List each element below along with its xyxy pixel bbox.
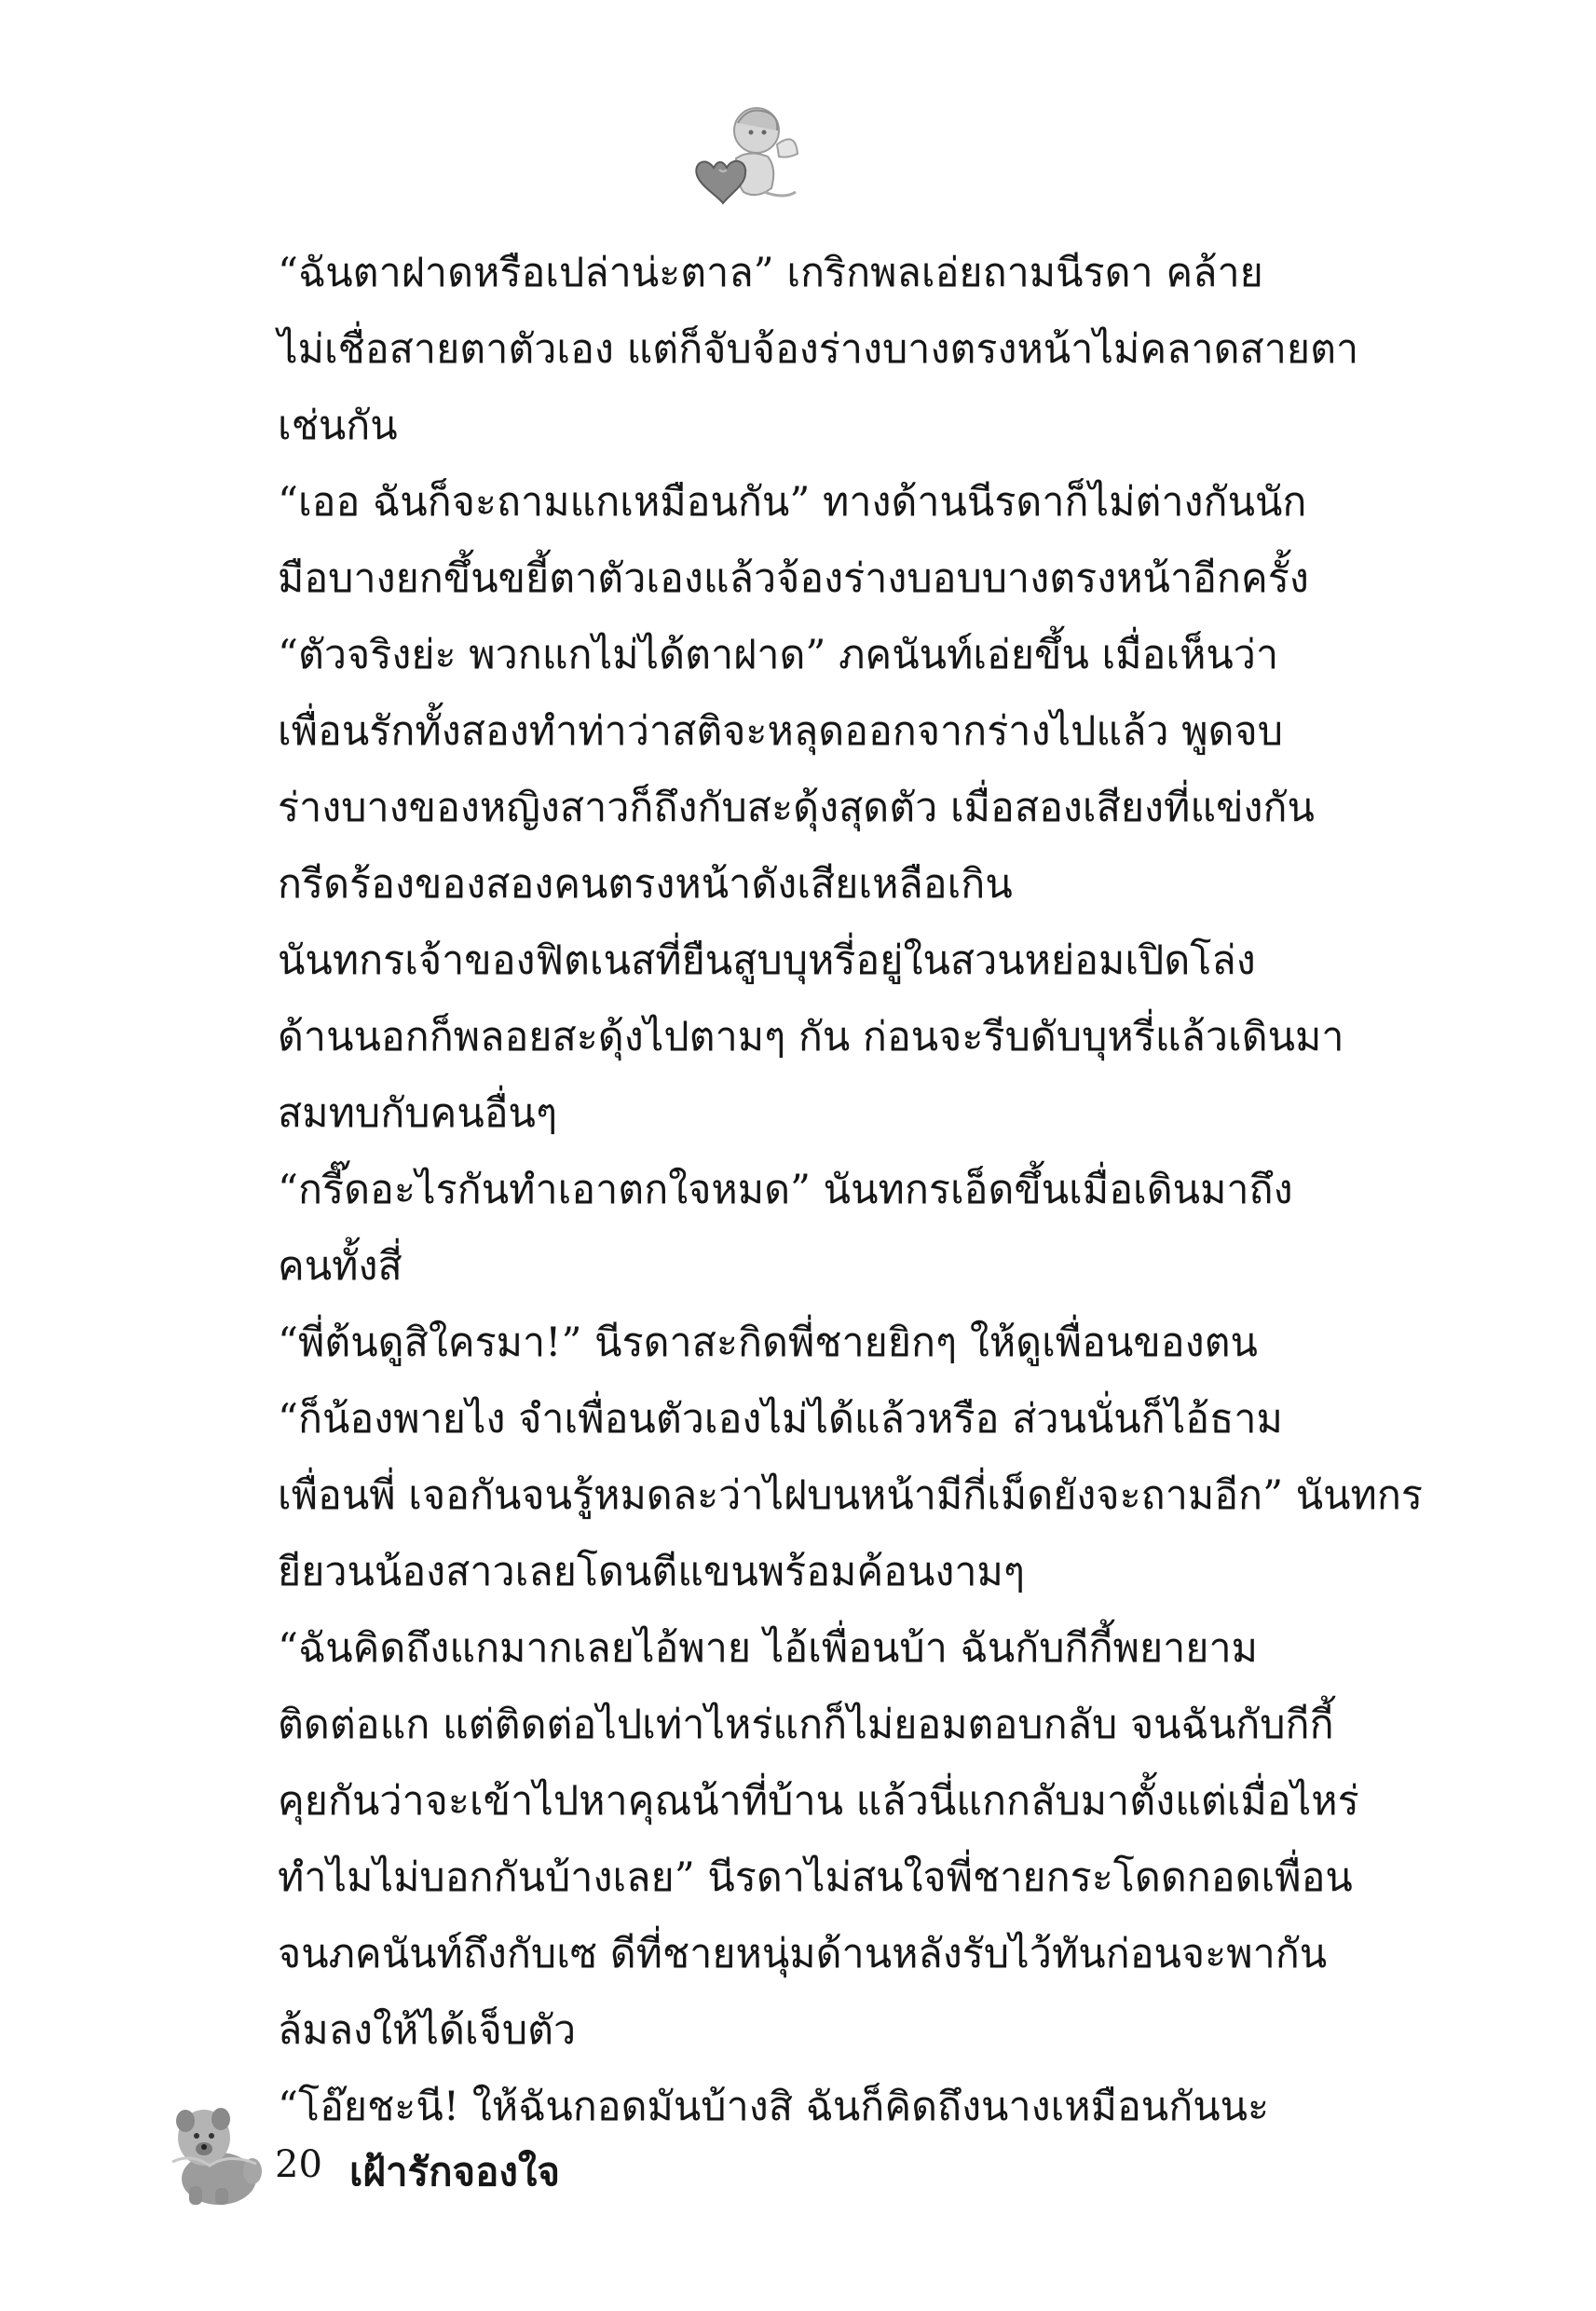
text-line: “ตัวจริงย่ะ พวกแกไม่ได้ตาฝาด” ภคนันท์เอ่ยขึ้น เมื่อเห็นว่า [278, 632, 1279, 678]
text-line: ติดต่อแก แต่ติดต่อไปเท่าไหร่แกก็ไม่ยอมตอบกลับ จนฉันกับกีกี้ [278, 1702, 1334, 1748]
paragraph [168, 235, 1359, 464]
cherub-illustration [691, 103, 803, 210]
dog-icon [163, 2097, 266, 2208]
page-footer [163, 2097, 815, 2218]
paragraph [168, 1305, 1332, 1381]
text-line: “กรี๊ดอะไรกันทำเอาตกใจหมด” นันทกรเอ็ดขึ้นเมื่อเดินมาถึง [278, 1167, 1293, 1213]
text-line: “ฉันตาฝาดหรือเปล่าน่ะตาล” เกริกพลเอ่ยถามนีรดา คล้าย [278, 250, 1263, 296]
text-line: ล้มลงให้ได้เจ็บตัว [278, 2007, 577, 2054]
body-text [168, 235, 1423, 2145]
paragraph [168, 923, 1344, 1152]
text-line: เพื่อนพี่ เจอกันจนรู้หมดละว่าไฝบนหน้ามีกี่เม็ดยังจะถามอีก” นันทกร [278, 1472, 1423, 1519]
text-line: “ก็น้องพายไง จำเพื่อนตัวเองไม่ได้แล้วหรือ ส่วนนั่นก็ไอ้ธาม [278, 1396, 1283, 1443]
text-line: ทำไมไม่บอกกันบ้างเลย” นีรดาไม่สนใจพี่ชายกระโดดกอดเพื่อน [278, 1854, 1353, 1901]
text-line: จนภคนันท์ถึงกับเซ ดีที่ชายหนุ่มด้านหลังรับไว้ทันก่อนจะพากัน [278, 1931, 1328, 1977]
text-line: “พี่ต้นดูสิใครมา!” นีรดาสะกิดพี่ชายยิกๆ ให้ดูเพื่อนของตน [278, 1320, 1258, 1366]
paragraph [168, 1610, 1359, 2069]
paragraph [168, 1381, 1423, 1610]
paragraph [168, 617, 1332, 923]
text-line: ยียวนน้องสาวเลยโดนตีแขนพร้อมค้อนงามๆ [278, 1549, 1025, 1595]
paragraph [168, 464, 1332, 617]
text-line: นันทกรเจ้าของฟิตเนสที่ยืนสูบบุหรี่อยู่ในสวนหย่อมเปิดโล่ง [278, 937, 1256, 984]
text-line: คุยกันว่าจะเข้าไปหาคุณน้าที่บ้าน แล้วนี่แกกลับมาตั้งแต่เมื่อไหร่ [278, 1778, 1359, 1825]
text-line: “ฉันคิดถึงแกมากเลยไอ้พาย ไอ้เพื่อนบ้า ฉันกับกีกี้พยายาม [278, 1625, 1258, 1672]
text-line: “เออ ฉันก็จะถามแกเหมือนกัน” ทางด้านนีรดาก็ไม่ต่างกันนัก [278, 479, 1307, 526]
text-line: สมทบกับคนอื่นๆ [278, 1090, 558, 1137]
text-line: กรีดร้องของสองคนตรงหน้าดังเสียเหลือเกิน [278, 861, 1013, 908]
text-line: เช่นกัน [278, 403, 398, 449]
book-title: เฝ้ารักจองใจ [349, 2149, 560, 2195]
text-line: มือบางยกขึ้นขยี้ตาตัวเองแล้วจ้องร่างบอบบางตรงหน้าอีกครั้ง [278, 555, 1309, 602]
paragraph [168, 1152, 1332, 1305]
text-line: ร่างบางของหญิงสาวก็ถึงกับสะดุ้งสุดตัว เมื่อสองเสียงที่แข่งกัน [278, 785, 1315, 831]
text-line: “โอ๊ยชะนี! ให้ฉันกอดมันบ้างสิ ฉันก็คิดถึงนางเหมือนกันนะ [278, 2084, 1270, 2130]
text-line: เพื่อนรักทั้งสองทำท่าว่าสติจะหลุดออกจากร่างไปแล้ว พูดจบ [278, 708, 1284, 755]
text-line: คนทั้งสี่ [278, 1243, 402, 1290]
text-line: ด้านนอกก็พลอยสะดุ้งไปตามๆ กัน ก่อนจะรีบดับบุหรี่แล้วเดินมา [278, 1014, 1344, 1060]
page-number: 20 [275, 2143, 322, 2186]
text-line: ไม่เชื่อสายตาตัวเอง แต่ก็จับจ้องร่างบางตรงหน้าไม่คลาดสายตา [278, 326, 1359, 373]
